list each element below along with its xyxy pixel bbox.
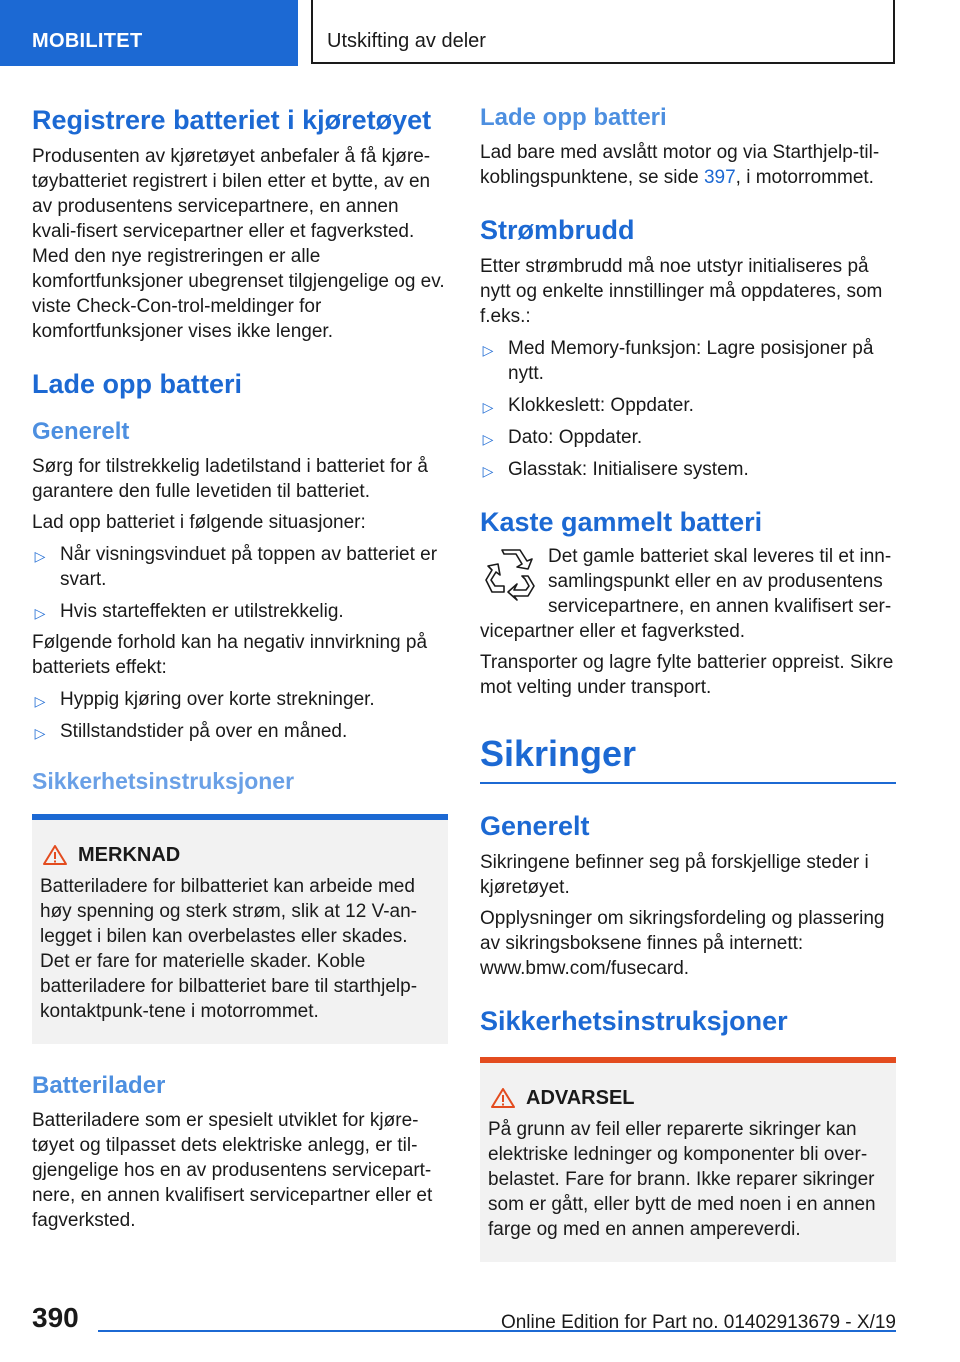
negative-list [32,687,448,744]
power-heading: Strømbrudd [480,215,635,245]
list-item: ▷ Hyppig kjøring over korte strekninger. [32,687,448,712]
triangle-right-outline-icon: ▷ [482,342,494,358]
fuses-heading: Sikringer [480,730,896,784]
page-number: 390 [32,1302,79,1333]
dispose-text-2: Transporter og lagre fylte batterier oppreist. Sikre mot velting under transport. [480,652,894,698]
triangle-right-outline-icon: ▷ [482,463,494,479]
fuses-general-text: Sikringene befinner seg på forskjellige steder i kjøretøyet. [480,852,869,898]
triangle-right-outline-icon: ▷ [34,725,46,741]
list-item: ▷ Glasstak: Initialisere system. [480,457,896,482]
fuses-info-text: Opplysninger om sikringsfordeling og plassering av sikringsboksene finnes på internett: www.bmw.com/fusecard. [480,908,885,979]
notice-title: MERKNAD [40,842,440,868]
left-column [32,100,448,1233]
page-header [0,0,960,66]
triangle-right-outline-icon: ▷ [482,431,494,447]
charge-heading: Lade opp batteri [32,369,243,399]
situations-list [32,542,448,624]
charge-heading-right: Lade opp batteri [480,104,667,131]
list-item: ▷ Når visningsvinduet på toppen av batteriet er svart. [32,542,448,592]
recycling-icon [482,546,538,602]
safety-heading: Sikkerhetsinstruksjoner [32,768,295,794]
triangle-right-outline-icon: ▷ [34,605,46,621]
page-link[interactable]: 397 [703,167,736,188]
notice-text: Batteriladere for bilbatteriet kan arbeide med høy spenning og sterk strøm, slik at 12 V-an-legget i bilen kan overbelastes eller skades. Det er fare for materielle skader. Koble batteriladere for bilbatteriet bare til starthjelp-kontaktpunk-tene i motorrommet. [40,876,418,1022]
triangle-right-outline-icon: ▷ [34,693,46,709]
list-item: ▷ Klokkeslett: Oppdater. [480,393,896,418]
charger-text: Batteriladere som er spesielt utviklet for kjøre-tøyet og tilpasset dets elektriske anlegg, er til-gjengelige hos en av produsentens servicepart-nere, en annen kvalifisert servicepartner eller et fagverksted. [32,1110,433,1231]
list-item: ▷ Med Memory-funksjon: Lagre posisjoner på nytt. [480,336,896,386]
power-list [480,336,896,482]
right-column [480,100,896,1262]
chapter-title: Utskifting av deler [311,0,895,64]
dispose-block [480,540,896,644]
warning-triangle-icon [42,844,68,866]
fuses-general-heading: Generelt [480,811,590,841]
notice-box [32,814,448,1044]
fuses-safety-heading: Sikkerhetsinstruksjoner [480,1006,788,1036]
section-tab[interactable]: MOBILITET [0,0,298,66]
charger-heading: Batterilader [32,1072,166,1099]
negative-intro: Følgende forhold kan ha negativ innvirkning på batteriets effekt: [32,632,428,678]
page-footer [32,1298,896,1338]
warning-box [480,1057,896,1262]
triangle-right-outline-icon: ▷ [482,399,494,415]
general-text: Sørg for tilstrekkelig ladetilstand i batteriet for å garantere den fulle levetiden til batteriet. [32,456,429,502]
warning-text: På grunn av feil eller reparerte sikringer kan elektriske ledninger og komponenter bli over-belastet. Fare for brann. Ikke reparer sikringer som er gått, eller bytt de med noen i en annen farge og med en annen ampereverdi. [488,1119,876,1240]
register-text: Produsenten av kjøretøyet anbefaler å få kjøre-tøybatteriet registrert i bilen etter et bytte, av en av produsentens servicepartnere, en annen kvali-fisert servicepartner eller et fagverksted. Med den nye registreringen er alle komfortfunksjoner ubegrenset tilgjengelige og ev. viste Check-Con-trol-meldinger for komfortfunksjoner vises ikke lenger. [32,146,445,342]
list-item: ▷ Hvis starteffekten er utilstrekkelig. [32,599,448,624]
warning-triangle-icon [490,1087,516,1109]
triangle-right-outline-icon: ▷ [34,548,46,564]
list-item: ▷ Stillstandstider på over en måned. [32,719,448,744]
general-heading: Generelt [32,418,130,445]
situations-intro: Lad opp batteriet i følgende situasjoner: [32,512,366,533]
dispose-text: Det gamle batteriet skal leveres til et inn-samlingspunkt eller en av produsentens servicepartnere, en annen kvalifisert ser-vicepartner eller et fagverksted. [480,546,892,642]
power-text: Etter strømbrudd må noe utstyr initialiseres på nytt og enkelte innstillinger må oppdateres, som f.eks.: [480,256,883,327]
charge-text: Lad bare med avslått motor og via Starthjelp-til-koblingspunktene, se side 397, i motorrommet. [480,142,880,188]
dispose-heading: Kaste gammelt batteri [480,507,763,537]
edition-text: Online Edition for Part no. 01402913679 - X/19 [500,1312,896,1333]
warning-title: ADVARSEL [488,1085,888,1111]
list-item: ▷ Dato: Oppdater. [480,425,896,450]
register-heading: Registrere batteriet i kjøretøyet [32,105,432,135]
